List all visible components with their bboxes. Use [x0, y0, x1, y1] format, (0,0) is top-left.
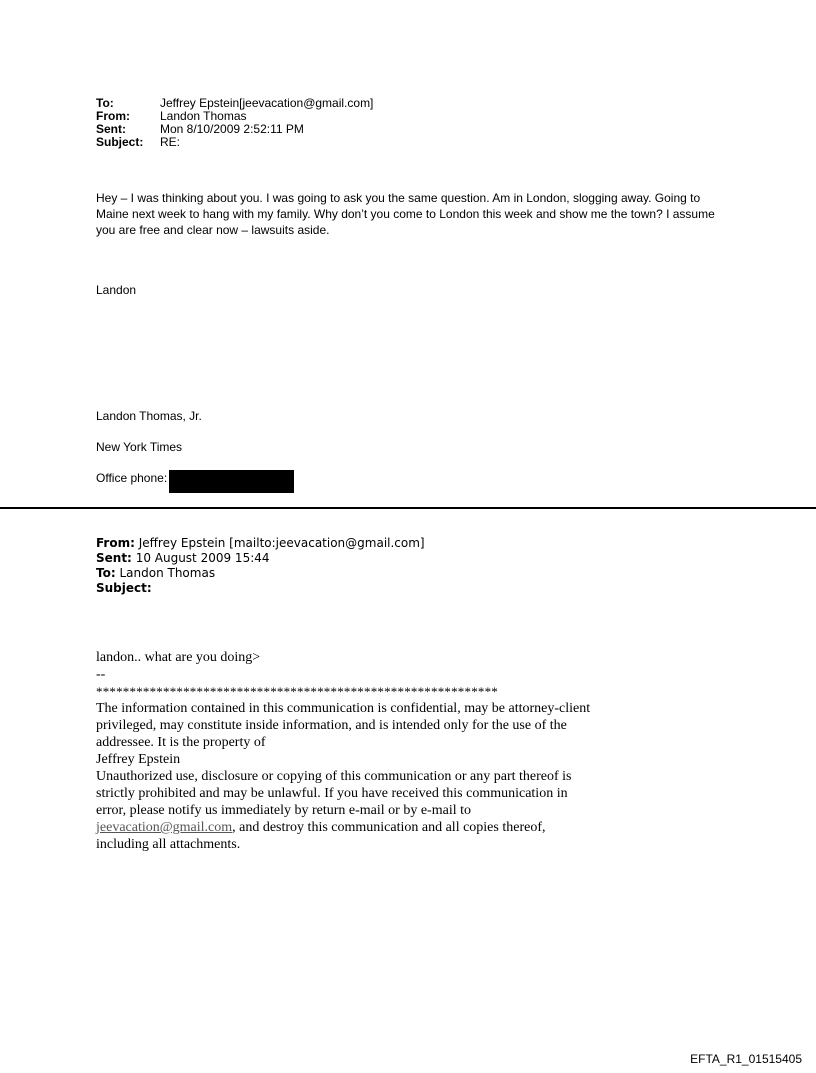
disclaimer-part2: Unauthorized use, disclosure or copying of this communication or any part thereof is strictly prohibited and may be unlawful. If you have received this communication in error, please notify us immediately by return e-mail or by e-mail to	[96, 769, 572, 818]
quoted-subject-row	[96, 581, 425, 596]
asterisk-rule: ************************************************************	[96, 684, 498, 699]
quoted-from-value: Jeffrey Epstein [mailto:jeevacation@gmail.com]	[138, 536, 425, 550]
quoted-to-label: To:	[96, 566, 116, 580]
disclaimer-part1: The information contained in this communication is confidential, may be attorney-client privileged, may constitute inside information, and is intended only for the use of the addressee. It is the property of	[96, 701, 591, 750]
subject-value: RE:	[160, 135, 181, 149]
sent-label: Sent:	[96, 122, 126, 136]
quoted-from-row	[96, 536, 425, 551]
signature-phone	[96, 471, 294, 493]
signature-name: Landon Thomas, Jr.	[96, 409, 202, 423]
quoted-message-line: landon.. what are you doing>	[96, 650, 261, 665]
to-label: To:	[96, 96, 114, 110]
quoted-to-value: Landon Thomas	[119, 566, 216, 580]
quoted-to-row	[96, 566, 425, 581]
phone-label: Office phone:	[96, 471, 168, 485]
disclaimer-part3: , and destroy this communication and all copies thereof, including all attachments.	[96, 820, 546, 852]
sent-value: Mon 8/10/2009 2:52:11 PM	[160, 122, 304, 136]
email-body: Hey – I was thinking about you. I was going to ask you the same question. Am in London, slogging away. Going to Maine next week to hang with my family. Why don’t you come to London this week and show me the town? I assume you are free and clear now – lawsuits aside.	[96, 191, 715, 237]
signature-separator: --	[96, 667, 106, 682]
quoted-subject-label: Subject:	[96, 581, 152, 595]
divider	[0, 507, 816, 509]
document-id: EFTA_R1_01515405	[690, 1052, 802, 1066]
to-value: Jeffrey Epstein[jeevacation@gmail.com]	[160, 96, 374, 110]
from-value: Landon Thomas	[160, 109, 247, 123]
quoted-sent-label: Sent:	[96, 551, 132, 565]
redaction-box	[169, 470, 294, 493]
subject-label: Subject:	[96, 135, 144, 149]
quoted-from-label: From:	[96, 536, 135, 550]
disclaimer-owner: Jeffrey Epstein	[96, 752, 181, 767]
quoted-sent-row	[96, 551, 425, 566]
email-header	[96, 97, 373, 149]
quoted-email-body	[96, 649, 596, 853]
disclaimer	[96, 700, 596, 853]
quoted-sent-value: 10 August 2009 15:44	[135, 551, 270, 565]
subject-row	[96, 136, 373, 149]
disclaimer-email-link[interactable]: jeevacation@gmail.com	[96, 820, 233, 835]
signature-org: New York Times	[96, 440, 183, 454]
signoff: Landon	[96, 283, 137, 297]
from-label: From:	[96, 109, 130, 123]
quoted-email-header	[96, 536, 425, 596]
